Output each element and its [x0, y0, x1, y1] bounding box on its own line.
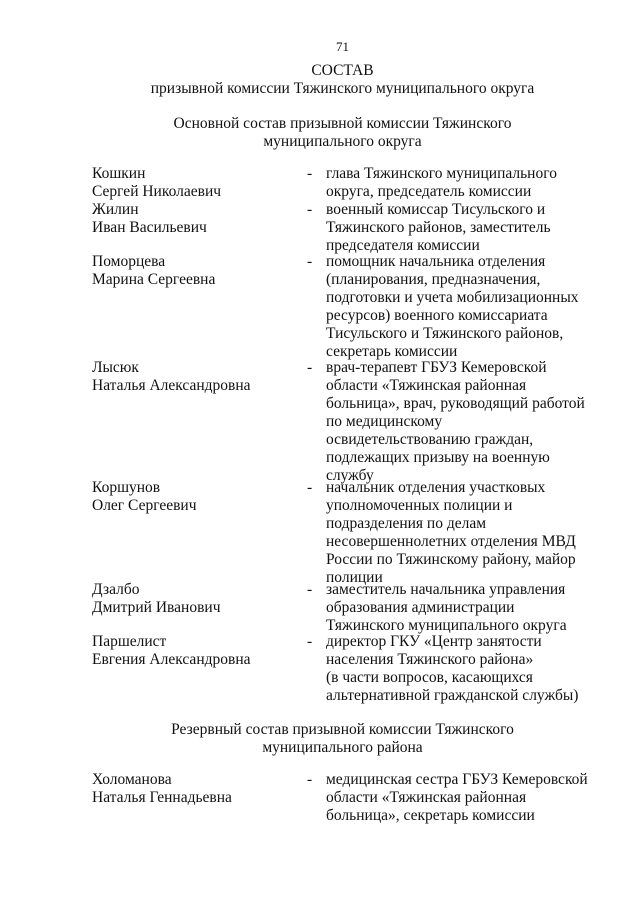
role-line: Тисульского и Тяжинского районов, — [326, 325, 564, 342]
member-surname: Коршунов — [92, 479, 161, 496]
role-line: округа, председатель комиссии — [326, 183, 532, 200]
member-dash: - — [307, 165, 313, 182]
member-dash: - — [307, 581, 313, 598]
member-surname: Холоманова — [92, 771, 172, 788]
member-given-names: Иван Васильевич — [92, 219, 207, 236]
role-line: полиции — [326, 569, 383, 586]
member-name — [92, 581, 302, 617]
member-surname: Поморцева — [92, 253, 166, 270]
member-role — [326, 771, 588, 825]
member-name — [92, 201, 302, 237]
member-dash: - — [307, 771, 313, 788]
member-role — [326, 479, 588, 587]
member-dash: - — [307, 479, 313, 496]
role-line: уполномоченных полиции и — [326, 497, 513, 514]
member-surname: Лысюк — [92, 359, 139, 376]
member-name — [92, 479, 302, 515]
member-role — [326, 201, 588, 255]
member-surname: Жилин — [92, 201, 139, 218]
document-title: СОСТАВ — [311, 62, 374, 79]
member-given-names: Олег Сергеевич — [92, 497, 197, 514]
member-surname: Кошкин — [92, 165, 146, 182]
page-number: 71 — [336, 39, 349, 54]
role-line: области «Тяжинская районная — [326, 377, 527, 394]
reserve-section-heading-line1: Резервный состав призывной комиссии Тяжинского — [171, 721, 514, 738]
member-name — [92, 633, 302, 669]
role-line: директор ГКУ «Центр занятости — [326, 633, 542, 650]
role-line: службу — [326, 467, 374, 484]
role-line: освидетельствованию граждан, — [326, 431, 534, 448]
main-section-heading-line1: Основной состав призывной комиссии Тяжинского — [173, 115, 512, 132]
role-line: подлежащих призыву на военную — [326, 449, 550, 466]
member-dash: - — [307, 359, 313, 376]
member-name — [92, 253, 302, 289]
role-line: (планирования, предназначения, — [326, 271, 541, 288]
role-line: России по Тяжинскому району, майор — [326, 551, 576, 568]
role-line: подразделения по делам — [326, 515, 487, 532]
role-line: председателя комиссии — [326, 237, 480, 254]
role-line: больница», врач, руководящий работой — [326, 395, 585, 412]
member-given-names: Евгения Александровна — [92, 651, 251, 668]
role-line: подготовки и учета мобилизационных — [326, 289, 579, 306]
member-given-names: Наталья Геннадьевна — [92, 789, 232, 806]
role-line: врач-терапевт ГБУЗ Кемеровской — [326, 359, 547, 376]
role-line: (в части вопросов, касающихся — [326, 669, 533, 686]
role-line: образования администрации — [326, 599, 515, 616]
member-surname: Паршелист — [92, 633, 167, 650]
member-given-names: Марина Сергеевна — [92, 271, 216, 288]
role-line: Тяжинского районов, заместитель — [326, 219, 551, 236]
role-line: ресурсов) военного комиссариата — [326, 307, 548, 324]
member-given-names: Дмитрий Иванович — [92, 599, 221, 616]
member-name — [92, 771, 302, 807]
document-subtitle: призывной комиссии Тяжинского муниципального округа — [150, 80, 535, 97]
member-dash: - — [307, 201, 313, 218]
member-role — [326, 581, 588, 635]
member-role — [326, 165, 588, 201]
member-given-names: Сергей Николаевич — [92, 183, 222, 200]
role-line: медицинская сестра ГБУЗ Кемеровской — [326, 771, 588, 788]
role-line: военный комиссар Тисульского и — [326, 201, 546, 218]
member-given-names: Наталья Александровна — [92, 377, 251, 394]
main-section-heading-line2: муниципального округа — [263, 133, 422, 150]
member-role — [326, 359, 588, 485]
member-name — [92, 359, 302, 395]
role-line: помощник начальника отделения — [326, 253, 546, 270]
role-line: Тяжинского муниципального округа — [326, 617, 567, 634]
reserve-section-heading-line2: муниципального района — [262, 739, 423, 756]
role-line: альтернативной гражданской службы) — [326, 687, 579, 704]
role-line: заместитель начальника управления — [326, 581, 566, 598]
role-line: населения Тяжинского района» — [326, 651, 534, 668]
role-line: секретарь комиссии — [326, 343, 458, 360]
role-line: несовершеннолетних отделения МВД — [326, 533, 576, 550]
role-line: области «Тяжинская районная — [326, 789, 527, 806]
member-dash: - — [307, 253, 313, 270]
role-line: больница», секретарь комиссии — [326, 807, 535, 824]
member-name — [92, 165, 302, 201]
member-surname: Дзалбо — [92, 581, 140, 598]
role-line: глава Тяжинского муниципального — [326, 165, 557, 182]
member-role — [326, 633, 588, 705]
role-line: по медицинскому — [326, 413, 443, 430]
role-line: начальник отделения участковых — [326, 479, 546, 496]
member-role — [326, 253, 588, 361]
member-dash: - — [307, 633, 313, 650]
